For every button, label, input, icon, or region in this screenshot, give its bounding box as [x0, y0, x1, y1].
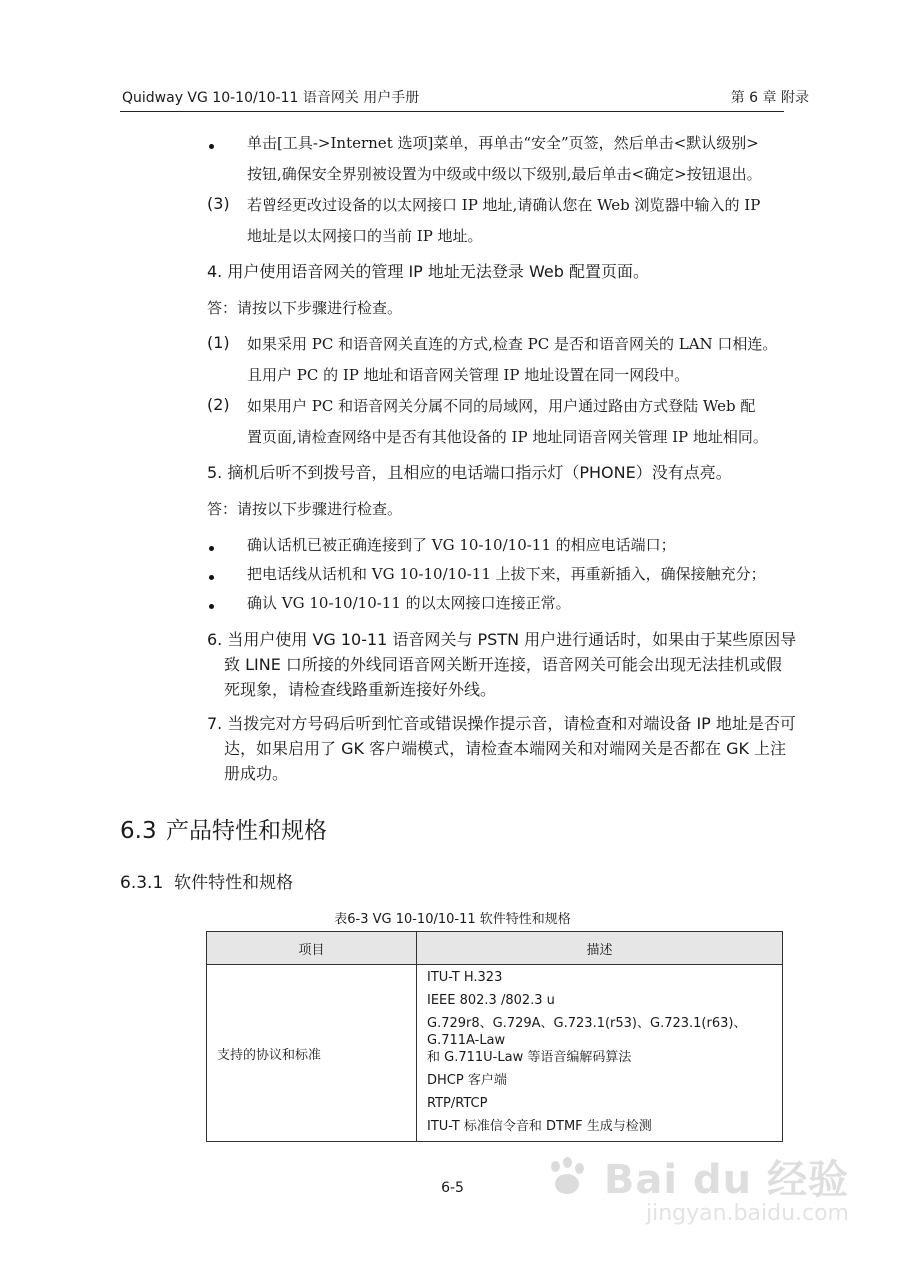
table-header-row — [207, 932, 783, 965]
watermark-logo — [545, 1148, 849, 1205]
header-title: Quidway VG 10-10/10-11 语音网关 用户手册 — [122, 90, 420, 106]
desc-line: G.729r8、G.729A、G.723.1(r53)、G.723.1(r63)、G.711A-Law — [427, 1016, 747, 1048]
subsection-title: 软件特性和规格 — [174, 873, 294, 893]
page-number: 6-5 — [441, 1180, 464, 1196]
desc-line: ITU-T H.323 — [427, 970, 503, 985]
q7-line2: 达，如果启用了 GK 客户端模式，请检查本端网关和对端网关是否都在 GK 上注 — [224, 739, 787, 758]
desc-line: IEEE 802.3 /802.3 u — [427, 993, 555, 1008]
q4-item2-line2: 置页面,请检查网络中是否有其他设备的 IP 地址同语音网关管理 IP 地址相同。 — [247, 428, 768, 446]
q4-item1-line1: 如果采用 PC 和语音网关直连的方式,检查 PC 是否和语音网关的 LAN 口相连。 — [247, 335, 778, 353]
desc-line: ITU-T 标准信令音和 DTMF 生成与检测 — [427, 1119, 652, 1134]
section-title: 产品特性和规格 — [166, 818, 327, 844]
watermark — [545, 1148, 849, 1226]
bullet-dot — [209, 604, 214, 609]
column-header-desc: 描述 — [417, 932, 783, 965]
desc-line: 和 G.711U-Law 等语音编解码算法 — [427, 1050, 632, 1065]
item3-line2: 地址是以太网接口的当前 IP 地址。 — [247, 227, 483, 245]
bullet1-line1: 单击[工具->Internet 选项]菜单，再单击“安全”页签，然后单击<默认级别> — [247, 134, 759, 152]
header-chapter: 第 6 章 附录 — [730, 90, 809, 106]
q5-bullet-3: 确认 VG 10-10/10-11 的以太网接口连接正常。 — [247, 594, 571, 612]
q4-answer: 答：请按以下步骤进行检查。 — [207, 299, 403, 317]
row-item: 支持的协议和标准 — [207, 965, 417, 1142]
desc-line: RTP/RTCP — [427, 1096, 488, 1111]
q4-title: 4. 用户使用语音网关的管理 IP 地址无法登录 Web 配置页面。 — [207, 262, 649, 281]
bullet-dot — [209, 144, 214, 149]
q4-item1-number: (1) — [207, 333, 230, 352]
spec-table — [206, 931, 783, 1142]
table-caption: 表6-3 VG 10-10/10-11 软件特性和规格 — [334, 912, 571, 927]
bullet1-line2: 按钮,确保安全界别被设置为中级或中级以下级别,最后单击<确定>按钮退出。 — [247, 165, 762, 183]
section-heading-6-3 — [120, 812, 327, 845]
header-rule — [120, 111, 784, 112]
q4-item2-line1: 如果用户 PC 和语音网关分属不同的局域网，用户通过路由方式登陆 Web 配 — [247, 397, 756, 415]
paw-icon — [545, 1157, 589, 1197]
row-desc — [417, 965, 783, 1142]
q5-answer: 答：请按以下步骤进行检查。 — [207, 500, 403, 518]
item3-number: (3) — [207, 194, 230, 213]
watermark-logo-text: Bai du 经验 — [603, 1157, 849, 1203]
subsection-number: 6.3.1 — [120, 873, 164, 893]
bullet-dot — [209, 546, 214, 551]
q6-line2: 致 LINE 口所接的外线同语音网关断开连接，语音网关可能会出现无法挂机或假 — [224, 655, 782, 674]
column-header-item: 项目 — [207, 932, 417, 965]
item3-line1: 若曾经更改过设备的以太网接口 IP 地址,请确认您在 Web 浏览器中输入的 IP — [247, 196, 761, 214]
q4-item1-line2: 且用户 PC 的 IP 地址和语音网关管理 IP 地址设置在同一网段中。 — [247, 366, 690, 384]
subsection-heading-6-3-1 — [120, 868, 293, 893]
q6-line3: 死现象，请检查线路重新连接好外线。 — [224, 680, 497, 699]
watermark-url: jingyan.baidu.com — [645, 1201, 849, 1226]
bullet-dot — [209, 575, 214, 580]
table-row — [207, 965, 783, 1142]
q5-title: 5. 摘机后听不到拨号音，且相应的电话端口指示灯（PHONE）没有点亮。 — [207, 463, 732, 482]
q7-line3: 册成功。 — [224, 764, 289, 783]
q5-bullet-1: 确认话机已被正确连接到了 VG 10-10/10-11 的相应电话端口； — [247, 536, 676, 554]
q6-line1: 6. 当用户使用 VG 10-11 语音网关与 PSTN 用户进行通话时，如果由于某些原因导 — [207, 630, 797, 649]
desc-line: DHCP 客户端 — [427, 1073, 507, 1088]
q4-item2-number: (2) — [207, 395, 230, 414]
q7-line1: 7. 当拨完对方号码后听到忙音或错误操作提示音，请检查和对端设备 IP 地址是否可 — [207, 714, 796, 733]
q5-bullet-2: 把电话线从话机和 VG 10-10/10-11 上拔下来，再重新插入，确保接触充分； — [247, 565, 766, 583]
section-number: 6.3 — [120, 818, 157, 844]
